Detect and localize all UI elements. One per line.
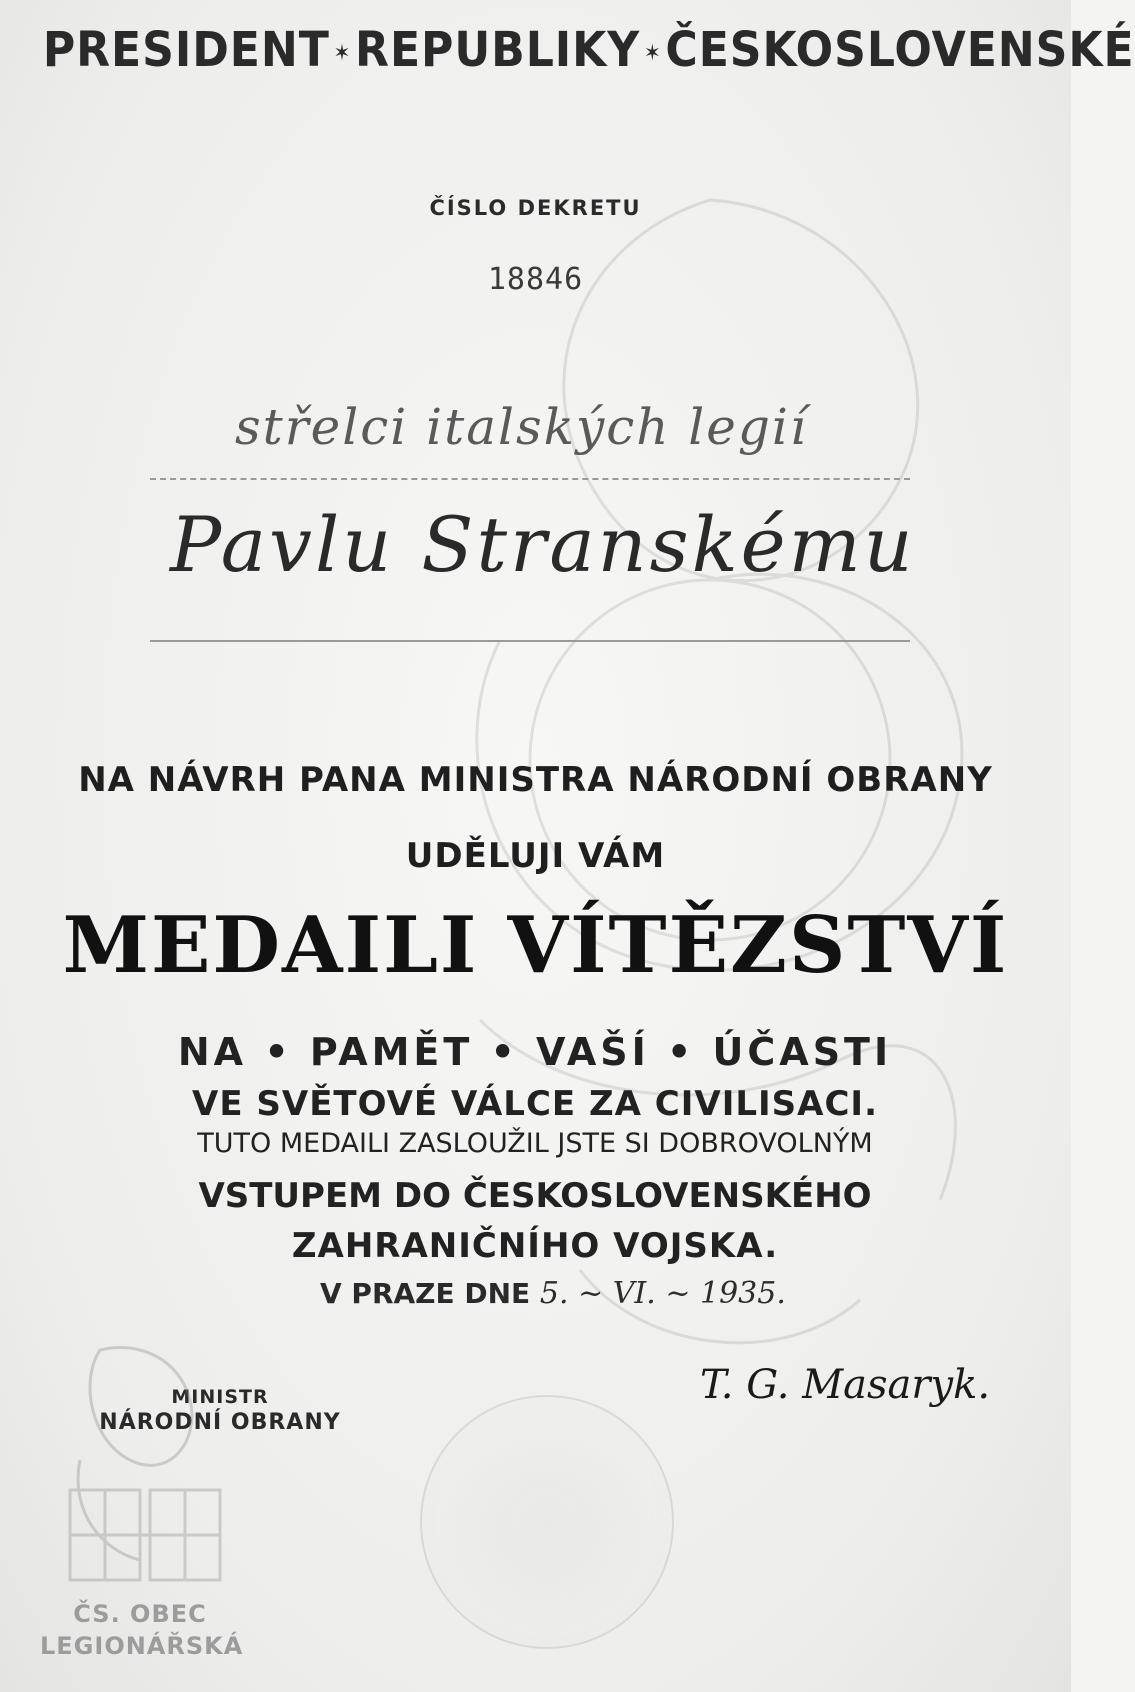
star-separator: ✶ (333, 40, 352, 66)
header-part-ceskoslovenske: ČESKOSLOVENSKÉ (665, 22, 1135, 78)
recipient-rank: střelci italských legií (235, 398, 808, 456)
recipient-name: Pavlu Stranskému (170, 500, 916, 589)
background-ornament (380, 120, 1040, 1540)
date-prefix: V PRAZE DNE (320, 1277, 531, 1310)
citation-line-4: VSTUPEM DO ČESKOSLOVENSKÉHO (198, 1176, 872, 1216)
watermark-line-1: ČS. OBEC (73, 1600, 207, 1628)
citation-line-1: NA • PAMĚT • VAŠÍ • ÚČASTI (177, 1030, 893, 1074)
proposal-line: NA NÁVRH PANA MINISTRA NÁRODNÍ OBRANY (78, 760, 993, 800)
watermark-line-2: LEGIONÁŘSKÁ (40, 1632, 244, 1660)
minister-department: NÁRODNÍ OBRANY (99, 1410, 341, 1435)
star-separator: ✶ (643, 40, 662, 66)
citation-line-5: ZAHRANIČNÍHO VOJSKA. (291, 1226, 779, 1266)
citation-line-3: TUTO MEDAILI ZASLOUŽIL JSTE SI DOBROVOLNÝM (197, 1128, 873, 1159)
decree-number-label: ČÍSLO DEKRETU (429, 196, 642, 220)
grant-line: UDĚLUJI VÁM (405, 836, 666, 876)
minister-title: MINISTR (171, 1386, 269, 1408)
embossed-seal (420, 1395, 674, 1649)
date-value: 5. ~ VI. ~ 1935. (539, 1276, 786, 1311)
decree-number: 18846 (487, 262, 584, 297)
date-line (320, 1276, 786, 1311)
header-part-president: PRESIDENT (42, 22, 330, 78)
name-underline (150, 580, 910, 642)
president-signature: T. G. Masaryk. (700, 1362, 991, 1408)
medal-title: MEDAILI VÍTĚZSTVÍ (62, 900, 1009, 991)
header-part-republiky: REPUBLIKY (355, 22, 641, 78)
header-title (42, 22, 1135, 78)
citation-line-2: VE SVĚTOVÉ VÁLCE ZA CIVILISACI. (192, 1084, 878, 1124)
